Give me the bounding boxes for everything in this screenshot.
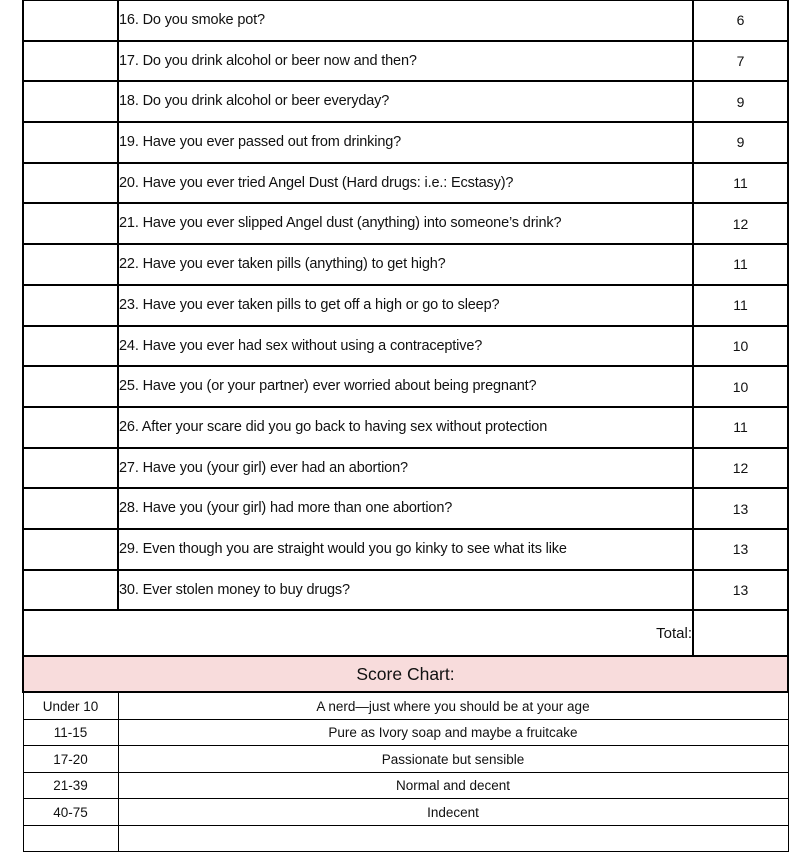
score-chart-header-row (23, 656, 788, 692)
question-text: 25. Have you (or your partner) ever worried about being pregnant? (118, 366, 693, 407)
total-value-field[interactable] (693, 610, 788, 656)
quiz-table-body (23, 0, 788, 852)
question-text: 23. Have you ever taken pills to get off a high or go to sleep? (118, 285, 693, 326)
question-text: 30. Ever stolen money to buy drugs? (118, 570, 693, 611)
score-range: 11-15 (23, 719, 118, 746)
question-text: 18. Do you drink alcohol or beer everyday? (118, 81, 693, 122)
question-score: 10 (693, 366, 788, 407)
score-meaning: Passionate but sensible (118, 746, 788, 773)
table-row (23, 285, 788, 326)
question-text: 24. Have you ever had sex without using a contraceptive? (118, 326, 693, 367)
score-meaning: A nerd—just where you should be at your age (118, 692, 788, 719)
question-text: 20. Have you ever tried Angel Dust (Hard drugs: i.e.: Ecstasy)? (118, 163, 693, 204)
answer-checkbox-cell[interactable] (23, 41, 118, 82)
score-chart-heading: Score Chart: (23, 656, 788, 692)
answer-checkbox-cell[interactable] (23, 488, 118, 529)
question-score: 13 (693, 570, 788, 611)
answer-checkbox-cell[interactable] (23, 529, 118, 570)
score-meaning: Normal and decent (118, 772, 788, 799)
score-range (23, 825, 118, 852)
score-chart-row-partial (23, 825, 788, 852)
question-score: 9 (693, 122, 788, 163)
question-score: 6 (693, 0, 788, 41)
answer-checkbox-cell[interactable] (23, 244, 118, 285)
answer-checkbox-cell[interactable] (23, 326, 118, 367)
question-score: 11 (693, 163, 788, 204)
answer-checkbox-cell[interactable] (23, 407, 118, 448)
answer-checkbox-cell[interactable] (23, 203, 118, 244)
table-row (23, 244, 788, 285)
quiz-table (22, 0, 789, 852)
answer-checkbox-cell[interactable] (23, 163, 118, 204)
question-text: 27. Have you (your girl) ever had an abortion? (118, 448, 693, 489)
table-row (23, 407, 788, 448)
question-score: 12 (693, 448, 788, 489)
question-score: 9 (693, 81, 788, 122)
score-chart-row (23, 772, 788, 799)
question-text: 17. Do you drink alcohol or beer now and then? (118, 41, 693, 82)
score-range: 21-39 (23, 772, 118, 799)
question-score: 11 (693, 407, 788, 448)
table-row (23, 0, 788, 41)
table-row (23, 448, 788, 489)
question-score: 11 (693, 244, 788, 285)
table-row (23, 570, 788, 611)
score-range: Under 10 (23, 692, 118, 719)
answer-checkbox-cell[interactable] (23, 448, 118, 489)
answer-checkbox-cell[interactable] (23, 366, 118, 407)
question-text: 22. Have you ever taken pills (anything) to get high? (118, 244, 693, 285)
score-chart-row (23, 692, 788, 719)
table-row (23, 366, 788, 407)
table-row (23, 122, 788, 163)
table-row (23, 326, 788, 367)
total-row (23, 610, 788, 656)
question-text: 26. After your scare did you go back to having sex without protection (118, 407, 693, 448)
answer-checkbox-cell[interactable] (23, 81, 118, 122)
question-score: 13 (693, 488, 788, 529)
question-score: 7 (693, 41, 788, 82)
score-chart-row (23, 719, 788, 746)
question-text: 19. Have you ever passed out from drinking? (118, 122, 693, 163)
score-chart-row (23, 746, 788, 773)
table-row (23, 203, 788, 244)
answer-checkbox-cell[interactable] (23, 0, 118, 41)
score-range: 40-75 (23, 799, 118, 826)
question-text: 29. Even though you are straight would you go kinky to see what its like (118, 529, 693, 570)
table-row (23, 529, 788, 570)
score-meaning: Indecent (118, 799, 788, 826)
question-text: 16. Do you smoke pot? (118, 0, 693, 41)
question-score: 13 (693, 529, 788, 570)
total-label: Total: (23, 610, 693, 656)
table-row (23, 488, 788, 529)
score-meaning (118, 825, 788, 852)
question-text: 28. Have you (your girl) had more than one abortion? (118, 488, 693, 529)
question-score: 11 (693, 285, 788, 326)
question-text: 21. Have you ever slipped Angel dust (anything) into someone’s drink? (118, 203, 693, 244)
question-score: 10 (693, 326, 788, 367)
answer-checkbox-cell[interactable] (23, 570, 118, 611)
answer-checkbox-cell[interactable] (23, 285, 118, 326)
table-row (23, 163, 788, 204)
question-score: 12 (693, 203, 788, 244)
score-meaning: Pure as Ivory soap and maybe a fruitcake (118, 719, 788, 746)
score-chart-row (23, 799, 788, 826)
table-row (23, 81, 788, 122)
table-row (23, 41, 788, 82)
score-range: 17-20 (23, 746, 118, 773)
answer-checkbox-cell[interactable] (23, 122, 118, 163)
